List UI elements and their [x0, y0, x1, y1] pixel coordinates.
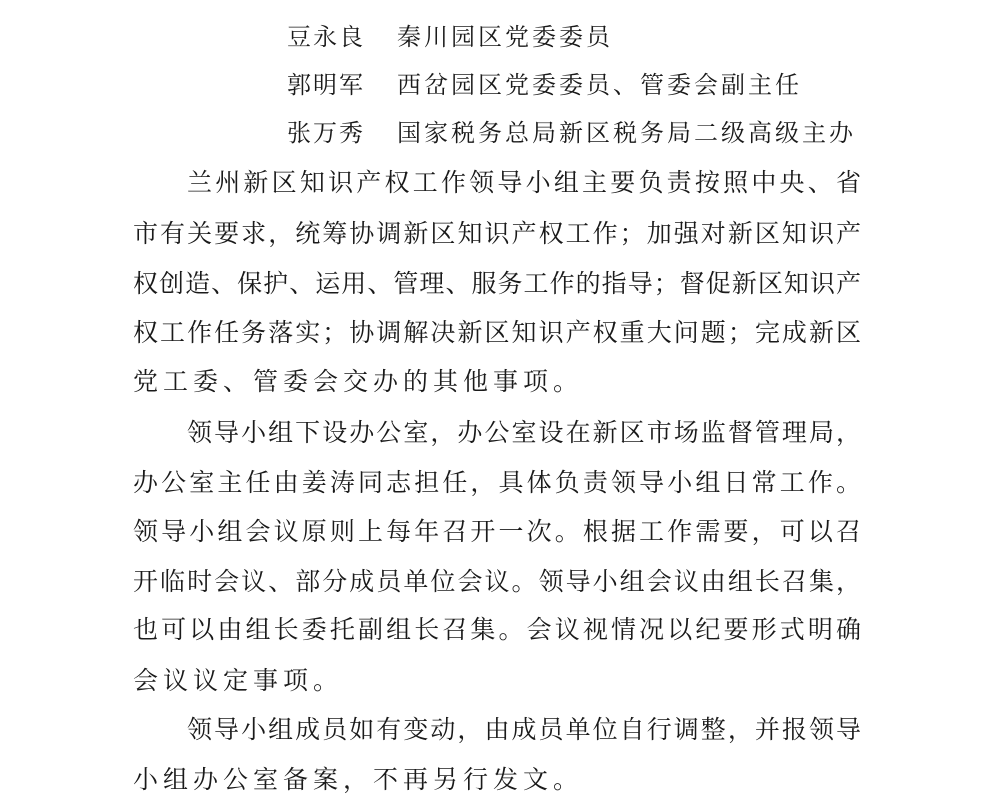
paragraph-line: 领导小组会议原则上每年召开一次。根据工作需要，可以召 [133, 517, 861, 546]
member-role: 国家税务总局新区税务局二级高级主办 [397, 119, 856, 147]
paragraph-line: 领导小组下设办公室，办公室设在新区市场监督管理局， [187, 418, 861, 447]
member-row [287, 17, 613, 57]
member-row [287, 65, 802, 105]
paragraph-line: 市有关要求，统筹协调新区知识产权工作；加强对新区知识产 [133, 219, 861, 248]
paragraph-line: 开临时会议、部分成员单位会议。领导小组会议由组长召集， [133, 567, 861, 596]
paragraph-line: 权创造、保护、运用、管理、服务工作的指导；督促新区知识产 [133, 269, 861, 298]
paragraph-line: 办公室主任由姜涛同志担任，具体负责领导小组日常工作。 [133, 468, 861, 497]
paragraph-line: 小组办公室备案，不再另行发文。 [133, 765, 584, 794]
paragraph-line: 兰州新区知识产权工作领导小组主要负责按照中央、省 [187, 168, 861, 197]
member-name: 张万秀 [287, 119, 365, 147]
paragraph-line: 党工委、管委会交办的其他事项。 [133, 367, 584, 396]
paragraph-line: 会议议定事项。 [133, 666, 344, 695]
member-row [287, 113, 856, 153]
paragraph-line: 权工作任务落实；协调解决新区知识产权重大问题；完成新区 [133, 318, 861, 347]
paragraph-line: 也可以由组长委托副组长召集。会议视情况以纪要形式明确 [133, 615, 861, 644]
member-name: 郭明军 [287, 71, 365, 99]
paragraph-line: 领导小组成员如有变动，由成员单位自行调整，并报领导 [187, 715, 861, 744]
member-role: 西岔园区党委委员、管委会副主任 [397, 71, 802, 99]
member-role: 秦川园区党委委员 [397, 23, 613, 51]
member-name: 豆永良 [287, 23, 365, 51]
